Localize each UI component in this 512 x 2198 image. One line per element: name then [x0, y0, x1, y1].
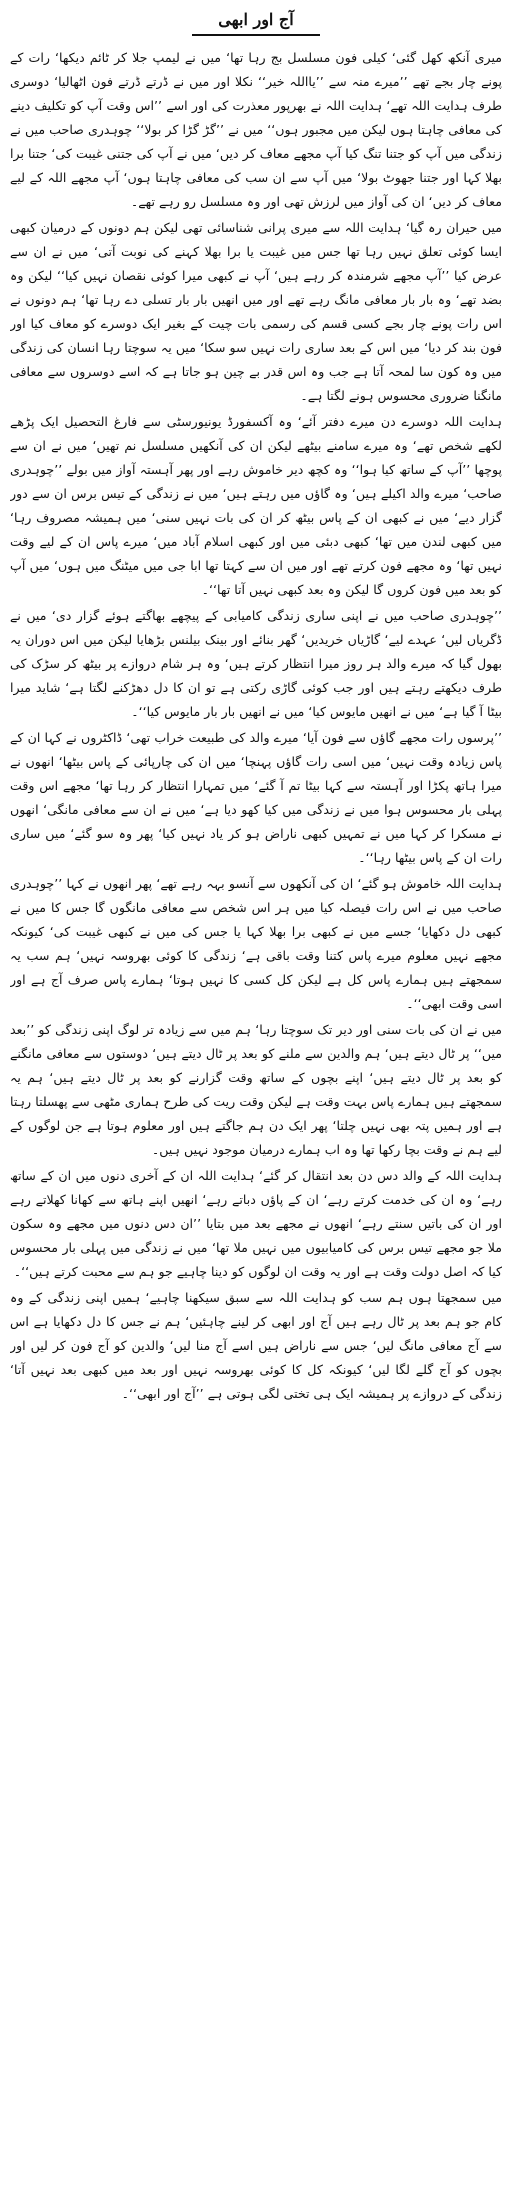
article-paragraph: ہدایت اللہ دوسرے دن میرے دفتر آئے‘ وہ آکسفورڈ یونیورسٹی سے فارغ التحصیل ایک پڑھے لکھے شخص تھے‘ وہ میرے سامنے بیٹھے لیکن ان کی آنکھیں مسلسل نم تھیں‘ میں نے ان سے پوچھا ’’آپ کے ساتھ کیا ہوا‘‘ وہ کچھ دیر خاموش رہے اور پھر آہستہ آواز میں بولے ’’چوہدری صاحب‘ میرے والد اکیلے ہیں‘ وہ گاؤں میں رہتے ہیں‘ میں نے زندگی کے تیس برس ان سے دور گزار دیے‘ میں نے کبھی ان کے پاس بیٹھ کر ان کی بات نہیں سنی‘ میں ہمیشہ مصروف رہا‘ میں کبھی لندن میں تھا‘ کبھی دبئی میں اور کبھی اسلام آباد میں‘ میرے پاس ان کے لیے وقت نہیں تھا‘ وہ مجھے فون کرتے تھے اور میں ان سے کہتا تھا ابا جی میں میٹنگ میں ہوں‘ میں آپ کو بعد میں فون کروں گا لیکن وہ بعد کبھی نہیں آتا تھا‘‘۔ [10, 414, 502, 597]
article-paragraph: میں نے ان کی بات سنی اور دیر تک سوچتا رہا‘ ہم میں سے زیادہ تر لوگ اپنی زندگی کو ’’بعد میں‘‘ پر ٹال دیتے ہیں‘ ہم والدین سے ملنے کو بعد پر ٹال دیتے ہیں‘ دوستوں سے معافی مانگنے کو بعد پر ٹال دیتے ہیں‘ اپنے بچوں کے ساتھ وقت گزارنے کو بعد پر ٹال دیتے ہیں‘ ہم یہ سمجھتے ہیں ہمارے پاس بہت وقت ہے لیکن وقت ریت کی طرح ہماری مٹھی سے پھسلتا رہتا ہے اور ہمیں پتہ بھی نہیں چلتا‘ پھر ایک دن ہم جاگتے ہیں اور معلوم ہوتا ہے جن لوگوں کے لیے ہم نے وقت بچا رکھا تھا وہ اب ہمارے درمیان موجود نہیں ہیں۔ [10, 1022, 502, 1157]
article-body [10, 46, 502, 2196]
title-wrap [10, 10, 502, 36]
article-paragraph: ’’پرسوں رات مجھے گاؤں سے فون آیا‘ میرے والد کی طبیعت خراب تھی‘ ڈاکٹروں نے کہا ان کے پاس زیادہ وقت نہیں‘ میں اسی رات گاؤں پہنچا‘ میں ان کی چارپائی کے پاس بیٹھا‘ انھوں نے میرا ہاتھ پکڑا اور آہستہ سے کہا بیٹا تم آ گئے‘ میں تمہارا انتظار کر رہا تھا‘ مجھے اس وقت پہلی بار محسوس ہوا میں نے زندگی میں کیا کھو دیا ہے‘ میں نے ان سے معافی مانگی‘ انھوں نے مسکرا کر کہا میں نے تمہیں کبھی ناراض ہو کر یاد نہیں کیا‘ پھر وہ سو گئے‘ میں ساری رات ان کے پاس بیٹھا رہا‘‘۔ [10, 730, 502, 865]
article-paragraph: میں سمجھتا ہوں ہم سب کو ہدایت اللہ سے سبق سیکھنا چاہیے‘ ہمیں اپنی زندگی کے وہ کام جو ہم بعد پر ٹال رہے ہیں آج اور ابھی کر لینے چاہئیں‘ ہم نے جس کا دل دکھایا ہے اس سے آج معافی مانگ لیں‘ جس سے ناراض ہیں اسے آج منا لیں‘ والدین کو آج فون کر لیں اور بچوں کو آج گلے لگا لیں‘ کیونکہ کل کا کوئی بھروسہ نہیں اور بعد میں کبھی بعد نہیں آتا‘ زندگی کے دروازے پر ہمیشہ ایک ہی تختی لگی ہوتی ہے ’’آج اور ابھی‘‘۔ [10, 1290, 502, 1401]
article-paragraph: ’’چوہدری صاحب میں نے اپنی ساری زندگی کامیابی کے پیچھے بھاگتے ہوئے گزار دی‘ میں نے ڈگریاں لیں‘ عہدے لیے‘ گاڑیاں خریدیں‘ گھر بنائے اور بینک بیلنس بڑھایا لیکن میں اس دوران یہ بھول گیا کہ میرے والد ہر روز میرا انتظار کرتے ہیں‘ وہ ہر شام دروازے پر بیٹھ کر سڑک کی طرف دیکھتے رہتے ہیں اور جب کوئی گاڑی رکتی ہے تو ان کا دل دھڑکنے لگتا ہے‘ شاید میرا بیٹا آ گیا ہے‘ میں نے انھیں مایوس کیا‘ میں نے انھیں بار بار مایوس کیا‘‘۔ [10, 608, 502, 719]
article-paragraph: ہدایت اللہ کے والد دس دن بعد انتقال کر گئے‘ ہدایت اللہ ان کے آخری دنوں میں ان کے ساتھ رہے‘ وہ ان کی خدمت کرتے رہے‘ ان کے پاؤں دباتے رہے‘ انھیں اپنے ہاتھ سے کھانا کھلاتے رہے اور ان کی باتیں سنتے رہے‘ انھوں نے مجھے بعد میں بتایا ’’ان دس دنوں میں مجھے وہ سکون ملا جو مجھے تیس برس کی کامیابیوں میں نہیں ملا تھا‘ میں نے زندگی میں پہلی بار محسوس کیا کہ اصل دولت وقت ہے اور یہ وقت ان لوگوں کو دینا چاہیے جو ہم سے محبت کرتے ہیں‘‘۔ [10, 1168, 502, 1279]
article-paragraph: میری آنکھ کھل گئی‘ کیلی فون مسلسل بج رہا تھا‘ میں نے لیمپ جلا کر ٹائم دیکھا‘ رات کے پونے چار بجے تھے ’’میرے منہ سے ’’یااللہ خیر‘‘ نکلا اور میں نے ڈرتے ڈرتے فون اٹھالیا‘ دوسری طرف ہدایت اللہ تھے‘ ہدایت اللہ نے بھرپور معذرت کی اور اسے ’’اس وقت آپ کو تکلیف دینے کی معافی چاہتا ہوں لیکن میں مجبور ہوں‘‘ میں نے ’’گڑ گڑا کر بولا‘‘ چوہدری صاحب میں نے زندگی میں آپ کو جتنا تنگ کیا آپ مجھے معاف کر دیں‘ میں نے آپ کی جتنی غیبت کی‘ جتنا برا بھلا کہا اور جتنا جھوٹ بولا‘ میں آپ سے ان سب کی معافی چاہتا ہوں‘ آپ مجھے اللہ کے لیے معاف کر دیں‘ ان کی آواز میں لرزش تھی اور وہ مسلسل رو رہے تھے۔ [10, 50, 502, 209]
article-title: آج اور ابھی [192, 10, 319, 36]
article-paragraph: ہدایت اللہ خاموش ہو گئے‘ ان کی آنکھوں سے آنسو بہہ رہے تھے‘ پھر انھوں نے کہا ’’چوہدری صاحب میں نے اس رات فیصلہ کیا میں ہر اس شخص سے معافی مانگوں گا جس کا میں نے کبھی دل دکھایا‘ جسے میں نے کبھی برا بھلا کہا یا جس کی میں نے کبھی غیبت کی‘ کیونکہ مجھے نہیں معلوم میرے پاس کتنا وقت باقی ہے‘ زندگی کا کوئی بھروسہ نہیں‘ ہم سب یہ سمجھتے ہیں ہمارے پاس کل ہے لیکن کل کسی کا نہیں ہوتا‘ ہمارے پاس صرف آج ہے اور اسی وقت ابھی‘‘۔ [10, 876, 502, 1011]
article-paragraph: میں حیران رہ گیا‘ ہدایت اللہ سے میری پرانی شناسائی تھی لیکن ہم دونوں کے درمیان کبھی ایسا کوئی تعلق نہیں رہا تھا جس میں غیبت یا برا بھلا کہنے کی نوبت آتی‘ میں نے ان سے عرض کیا ’’آپ مجھے شرمندہ کر رہے ہیں‘ آپ نے کبھی میرا کوئی نقصان نہیں کیا‘‘ لیکن وہ بضد تھے‘ وہ بار بار معافی مانگ رہے تھے اور میں انھیں بار بار تسلی دے رہا تھا‘ ہم دونوں نے اس رات پونے چار بجے کسی قسم کی رسمی بات چیت کے بغیر ایک دوسرے کو معاف کیا اور فون بند کر دیا‘ میں اس کے بعد ساری رات نہیں سو سکا‘ میں یہ سوچتا رہا انسان کی زندگی میں وہ کون سا لمحہ آتا ہے جب وہ اس قدر بے چین ہو جاتا ہے کہ اسے دوسروں سے معافی مانگنا ضروری محسوس ہونے لگتا ہے۔ [10, 220, 502, 403]
